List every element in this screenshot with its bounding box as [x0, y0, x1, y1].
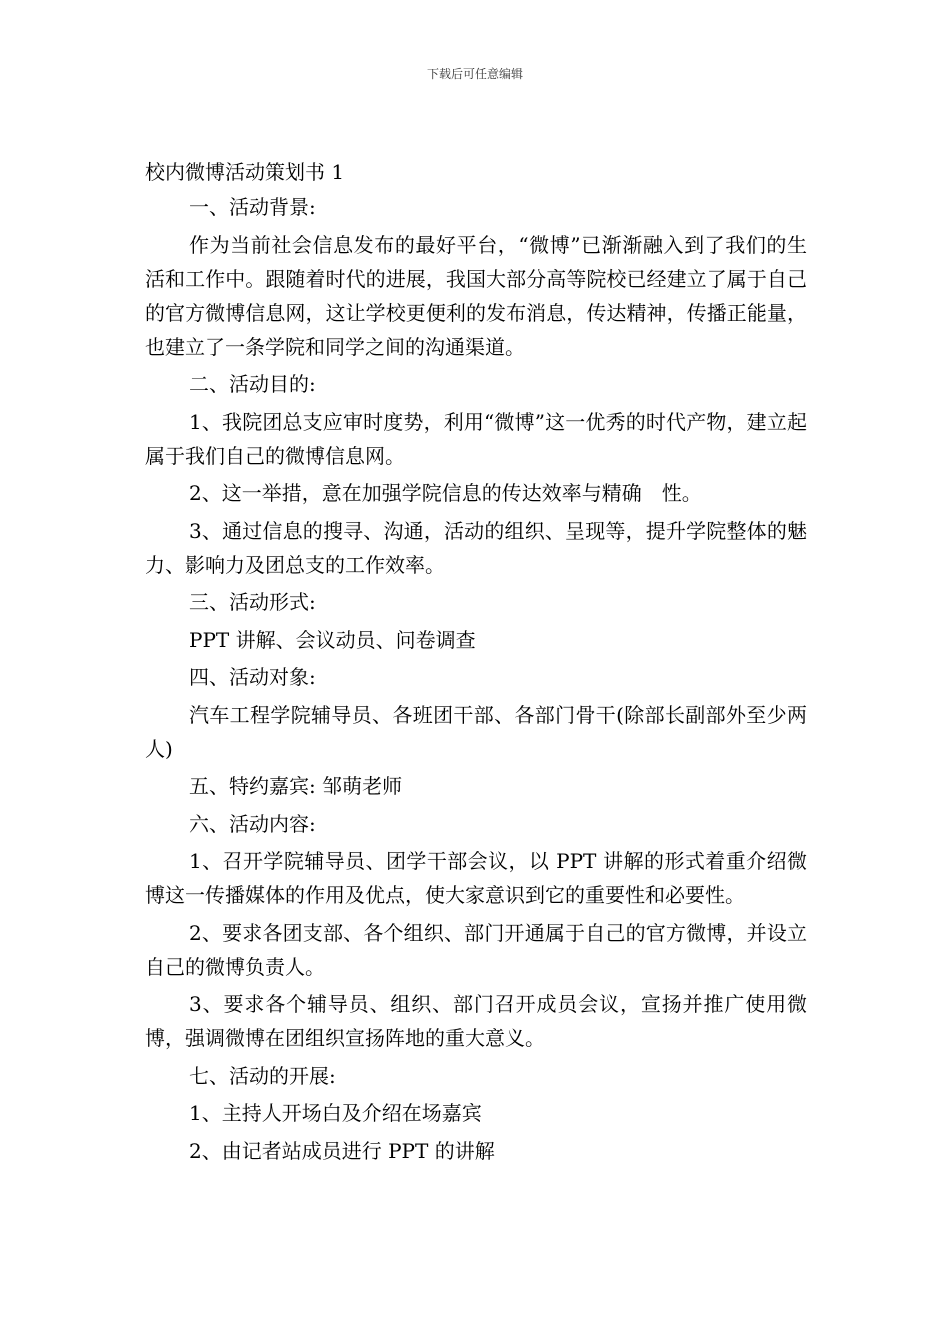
paragraph-audience: 汽车工程学院辅导员、各班团干部、各部门骨干(除部长副部外至少两人) — [145, 702, 807, 761]
section-heading-purpose: 二、活动目的: — [189, 372, 316, 396]
paragraph-purpose-1: 1、我院团总支应审时度势，利用“微博”这一优秀的时代产物，建立起属于我们自己的微博信息网。 — [145, 409, 807, 468]
paragraph-purpose-3: 3、通过信息的搜寻、沟通，活动的组织、呈现等，提升学院整体的魅力、影响力及团总支的工作效率。 — [145, 518, 807, 577]
section-heading-form: 三、活动形式: — [189, 590, 316, 614]
section-heading-background: 一、活动背景: — [189, 195, 316, 219]
section-heading-content: 六、活动内容: — [189, 811, 316, 836]
section-heading-audience: 四、活动对象: — [189, 665, 316, 689]
page-header-note: 下载后可任意编辑 — [426, 67, 523, 81]
paragraph-execution-1: 1、主持人开场白及介绍在场嘉宾 — [189, 1101, 482, 1125]
document-body — [145, 154, 807, 1171]
paragraph-background: 作为当前社会信息发布的最好平台，“微博”已渐渐融入到了我们的生活和工作中。跟随着时代的进展，我国大部分高等院校已经建立了属于自己的官方微博信息网，这让学校更便利的发布消息，传达精神，传播正能量，也建立了一条学院和同学之间的沟通渠道。 — [145, 232, 807, 359]
paragraph-content-3: 3、要求各个辅导员、组织、部门召开成员会议，宣扬并推广使用微博，强调微博在团组织宣扬阵地的重大意义。 — [145, 992, 807, 1050]
paragraph-purpose-2: 2、这一举措，意在加强学院信息的传达效率与精确 性。 — [189, 481, 702, 505]
section-heading-guest: 五、特约嘉宾: 邹萌老师 — [189, 774, 403, 798]
section-heading-execution: 七、活动的开展: — [189, 1063, 336, 1088]
paragraph-execution-2: 2、由记者站成员进行 PPT 的讲解 — [189, 1138, 495, 1163]
paragraph-form: PPT 讲解、会议动员、问卷调查 — [189, 627, 476, 652]
paragraph-content-2: 2、要求各团支部、各个组织、部门开通属于自己的官方微博，并设立自己的微博负责人。 — [145, 920, 807, 979]
document-title: 校内微博活动策划书 1 — [145, 160, 345, 184]
paragraph-content-1: 1、召开学院辅导员、团学干部会议，以 PPT 讲解的形式着重介绍微博这一传播媒体的作用及优点，使大家意识到它的重要性和必要性。 — [145, 849, 807, 907]
